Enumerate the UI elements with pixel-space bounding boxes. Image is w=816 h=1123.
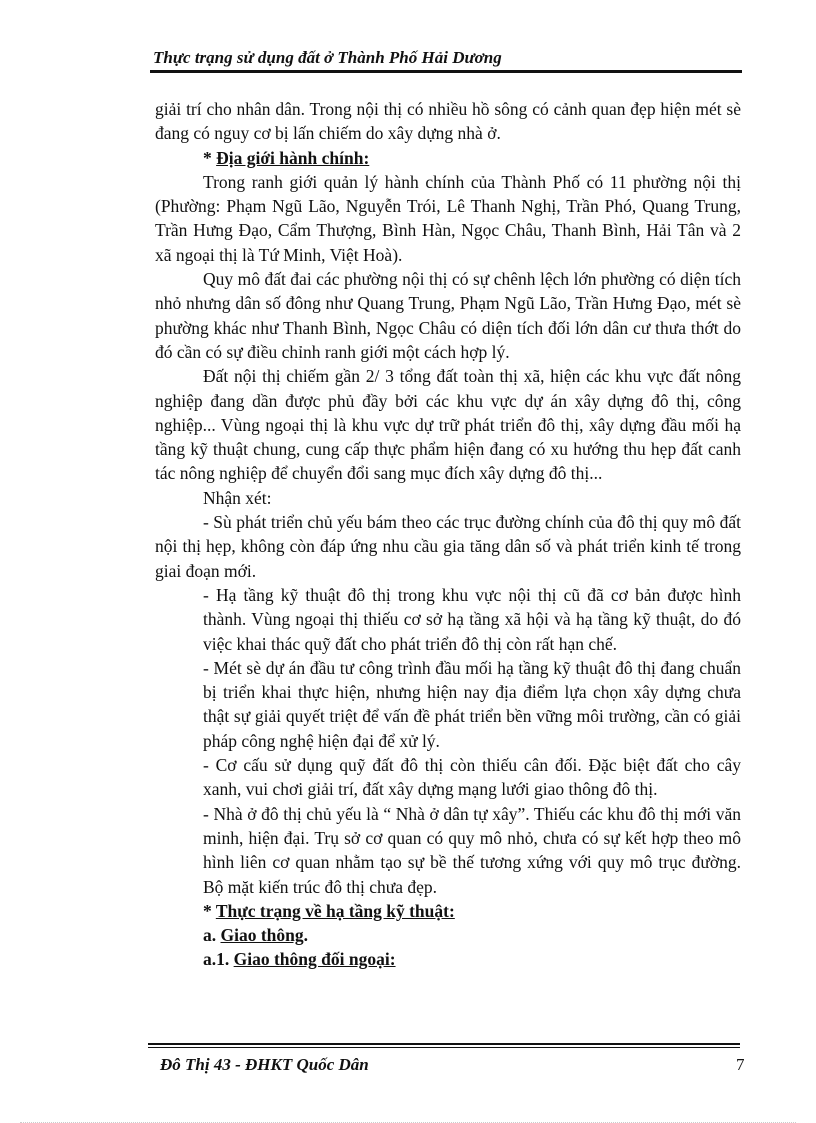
heading-a-prefix: a.: [203, 925, 221, 946]
bullet-du-an: - Mét sè dự án đầu tư công trình đầu mối hạ tầng kỹ thuật đô thị đang chuẩn bị triển khai thực hiện, nhưng hiện nay địa điểm lựa chọn xây dựng chưa thật sự giải quyết triệt để vấn đề phát triển bền vững môi trường, cần có giải pháp công nghệ hiện đại để xử lý.: [203, 657, 741, 751]
heading-giao-thong-doi-ngoai: [155, 947, 741, 971]
paragraph-nhan-xet-label: Nhận xét:: [203, 487, 272, 508]
heading-thuc-trang: [155, 899, 741, 923]
footer-rule-thin: [148, 1047, 740, 1048]
header-rule: [150, 70, 742, 73]
heading-dia-gioi-text: Địa giới hành chính:: [216, 147, 370, 168]
heading-dia-gioi: [155, 146, 741, 170]
page-header-title: Thực trạng sử dụng đất ở Thành Phố Hải Dương: [153, 48, 502, 67]
heading-thuc-trang-text: Thực trạng về hạ tầng kỹ thuật:: [215, 900, 455, 921]
heading-star: *: [203, 900, 216, 921]
paragraph-dat-noi-thi: Đất nội thị chiếm gần 2/ 3 tổng đất toàn thị xã, hiện các khu vực đất nông nghiệp đang dần được phủ đầy bởi các khu vực dự án xây dựng đô thị, công nghiệp... Vùng ngoại thị là khu vực dự trữ phát triển đô thị, xây dựng đầu mối hạ tầng kỹ thuật chung, cung cấp thực phẩm hiện đang có xu hướng thu hẹp đất canh tác nông nghiệp để chuyển đổi sang mục đích xây dựng đô thị...: [155, 366, 741, 484]
footer-label: Đô Thị 43 - ĐHKT Quốc Dân: [160, 1055, 369, 1074]
footer-rule: [148, 1043, 740, 1045]
bullet-ha-tang: - Hạ tầng kỹ thuật đô thị trong khu vực nội thị cũ đã cơ bản được hình thành. Vùng ngoại thị thiếu cơ sở hạ tầng xã hội và hạ tầng kỹ thuật, do đó việc khai thác quỹ đất cho phát triển đô thị còn rất hạn chế.: [203, 584, 741, 654]
heading-star: *: [203, 147, 217, 168]
heading-a-suffix: .: [303, 925, 309, 946]
paragraph-quy-mo: Quy mô đất đai các phường nội thị có sự chênh lệch lớn phường có diện tích nhỏ nhưng dân số đông như Quang Trung, Phạm Ngũ Lão, Trần Hưng Đạo, mét sè phường khác như Thanh Bình, Ngọc Châu có diện tích đối lớn dân cư thưa thớt do đó cần có sự điều chỉnh ranh giới một cách hợp lý.: [155, 269, 741, 362]
heading-giao-thong: [155, 923, 741, 947]
document-body: [155, 97, 741, 972]
bullet-phat-trien: - Sù phát triển chủ yếu bám theo các trục đường chính của đô thị quy mô đất nội thị hẹp, không còn đáp ứng nhu cầu gia tăng dân số và phát triển kinh tế trong giai đoạn mới.: [155, 512, 741, 581]
page-number: 7: [736, 1055, 745, 1074]
bullet-co-cau: - Cơ cấu sử dụng quỹ đất đô thị còn thiếu cân đối. Đặc biệt đất cho cây xanh, vui chơi giải trí, đất xây dựng mạng lưới giao thông đô thị.: [203, 755, 741, 800]
heading-a1-prefix: a.1.: [203, 949, 234, 970]
paragraph-ranh-gioi: Trong ranh giới quản lý hành chính của Thành Phố có 11 phường nội thị (Phường: Phạm Ngũ Lão, Nguyễn Trói, Lê Thanh Nghị, Trần Phó, Quang Trung, Trần Hưng Đạo, Cẩm Thượng, Bình Hàn, Ngọc Châu, Thanh Bình, Hải Tân và 2 xã ngoại thị là Tứ Minh, Việt Hoà).: [155, 171, 741, 265]
heading-giao-thong-doi-ngoai-text: Giao thông đối ngoại:: [233, 949, 396, 970]
bullet-nha-o: - Nhà ở đô thị chủ yếu là “ Nhà ở dân tự xây”. Thiếu các khu đô thị mới văn minh, hiện đại. Trụ sở cơ quan có quy mô nhỏ, chưa có sự kết hợp theo mô hình liên cơ quan nhằm tạo sự bề thế tương xứng với quy mô trục đường. Bộ mặt kiến trúc đô thị chưa đẹp.: [203, 803, 741, 897]
paragraph-intro: giải trí cho nhân dân. Trong nội thị có nhiều hồ sông có cảnh quan đẹp hiện mét sè đang có nguy cơ bị lấn chiếm do xây dựng nhà ở.: [155, 99, 741, 144]
heading-giao-thong-text: Giao thông: [220, 925, 304, 946]
